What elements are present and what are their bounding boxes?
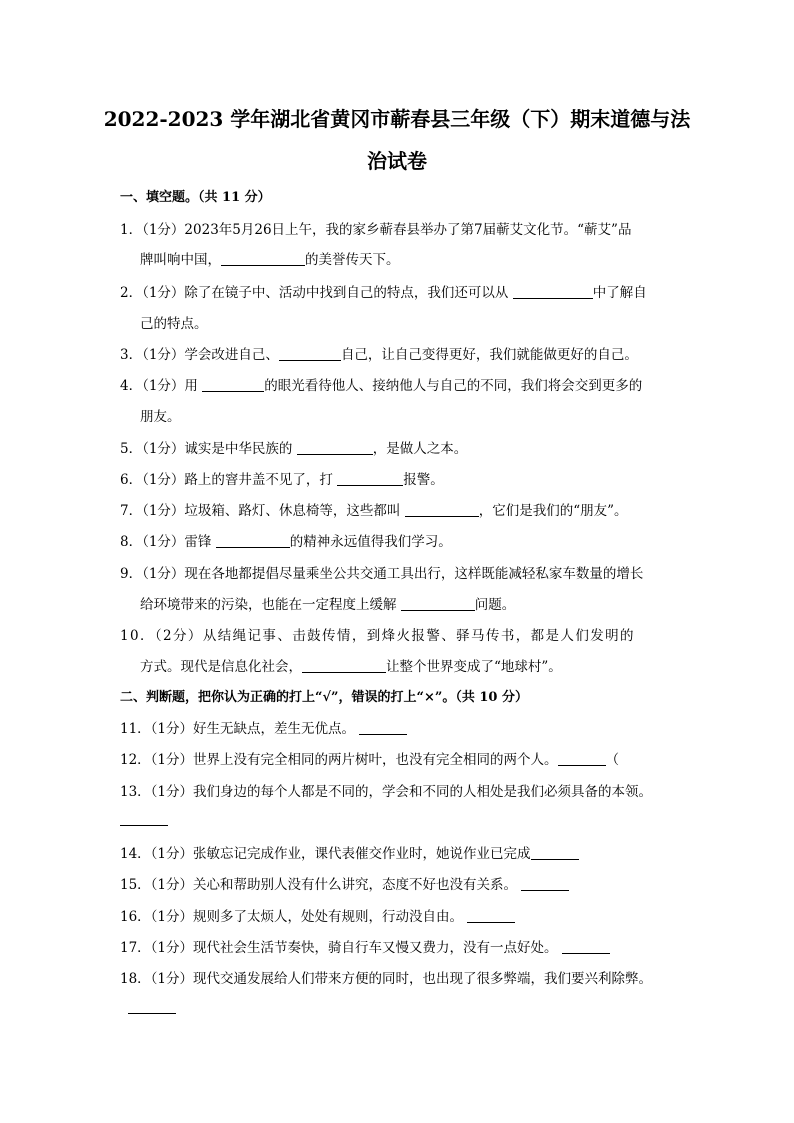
answer-blank[interactable] bbox=[302, 658, 386, 673]
question-text: 的美誉传天下。 bbox=[305, 252, 400, 268]
question-6 bbox=[120, 468, 680, 488]
question-text: 3．（1分）学会改进自己、 bbox=[120, 347, 279, 363]
answer-blank[interactable] bbox=[359, 720, 407, 735]
question-text: 4．（1分）用 bbox=[120, 378, 203, 394]
question-3 bbox=[120, 343, 680, 363]
question-text: 牌叫响中国， bbox=[140, 252, 221, 268]
question-9-line-2 bbox=[140, 593, 515, 613]
answer-blank[interactable] bbox=[513, 284, 593, 299]
question-text: 方式。现代是信息化社会， bbox=[140, 659, 302, 675]
answer-blank[interactable] bbox=[337, 471, 403, 486]
answer-blank[interactable] bbox=[216, 533, 290, 548]
question-9-line-1: 9．（1分）现在各地都提倡尽量乘坐公共交通工具出行，这样既能减轻私家车数量的增长 bbox=[120, 566, 644, 582]
question-text: 7．（1分）垃圾箱、路灯、休息椅等，这些都叫 bbox=[120, 503, 405, 519]
question-2-line-2: 己的特点。 bbox=[140, 316, 208, 332]
question-text: 给环境带来的污染，也能在一定程度上缓解 bbox=[140, 597, 401, 613]
answer-blank[interactable] bbox=[531, 845, 579, 860]
answer-blank[interactable] bbox=[467, 908, 515, 923]
section-1-heading: 一、填空题。（共 11 分） bbox=[120, 190, 271, 205]
question-10-line-2 bbox=[140, 655, 562, 675]
question-text: ，是做人之本。 bbox=[372, 441, 468, 457]
question-14 bbox=[120, 842, 680, 862]
answer-blank[interactable] bbox=[128, 1012, 176, 1014]
question-1-line-1: 1．（1分）2023年5月26日上午，我的家乡蕲春县举办了第7届蕲艾文化节。“蕲艾”品 bbox=[120, 222, 632, 238]
question-text: 8．（1分）雷锋 bbox=[120, 534, 216, 550]
question-text: 报警。 bbox=[403, 472, 444, 488]
question-text: 让整个世界变成了“地球村”。 bbox=[386, 659, 562, 675]
answer-blank[interactable] bbox=[120, 824, 168, 826]
question-4-line-1 bbox=[120, 374, 680, 394]
question-text: 的精神永远值得我们学习。 bbox=[289, 534, 452, 550]
section-2-heading: 二、判断题，把你认为正确的打上“√”，错误的打上“×”。（共 10 分） bbox=[120, 690, 528, 705]
question-text: 11．（1分）好生无缺点，差生无优点。 bbox=[120, 721, 360, 737]
answer-blank[interactable] bbox=[221, 251, 305, 266]
question-text: 的眼光看待他人、接纳他人与自己的不同，我们将会交到更多的 bbox=[264, 378, 643, 394]
question-text: 16．（1分）规则多了太烦人，处处有规则，行动没自由。 bbox=[120, 909, 468, 925]
question-15 bbox=[120, 873, 680, 893]
question-text: （ bbox=[605, 752, 620, 768]
title-line-1: 2022-2023 学年湖北省黄冈市蕲春县三年级（下）期末道德与法 bbox=[103, 107, 691, 131]
question-2-line-1 bbox=[120, 281, 680, 301]
question-text: ，它们是我们的“朋友”。 bbox=[478, 503, 628, 519]
question-17 bbox=[120, 936, 680, 956]
answer-blank[interactable] bbox=[401, 596, 475, 611]
question-text: 5．（1分）诚实是中华民族的 bbox=[120, 441, 297, 457]
question-text: 自己，让自己变得更好，我们就能做更好的自己。 bbox=[340, 347, 638, 363]
answer-blank[interactable] bbox=[405, 502, 479, 517]
question-text: 中了解自 bbox=[592, 285, 647, 301]
question-text: 12．（1分）世界上没有完全相同的两片树叶，也没有完全相同的两个人。 bbox=[120, 752, 558, 768]
question-18: 18．（1分）现代交通发展给人们带来方便的同时，也出现了很多弊端，我们要兴利除弊。 bbox=[120, 971, 653, 987]
question-10-line-1: 10．（2分）从结绳记事、击鼓传情，到烽火报警、驿马传书，都是人们发明的 bbox=[120, 628, 635, 644]
question-text: 问题。 bbox=[474, 597, 516, 613]
answer-blank[interactable] bbox=[521, 876, 569, 891]
question-16 bbox=[120, 905, 680, 925]
answer-blank[interactable] bbox=[297, 440, 373, 455]
question-11 bbox=[120, 717, 680, 737]
answer-blank[interactable] bbox=[558, 751, 606, 766]
question-5 bbox=[120, 437, 680, 457]
question-text: 2．（1分）除了在镜子中、活动中找到自己的特点，我们还可以从 bbox=[120, 285, 513, 301]
question-4-line-2: 朋友。 bbox=[140, 409, 181, 425]
question-text: 6．（1分）路上的窨井盖不见了，打 bbox=[120, 472, 338, 488]
answer-blank[interactable] bbox=[279, 346, 341, 361]
question-8 bbox=[120, 530, 680, 550]
page-title bbox=[100, 98, 694, 182]
question-7 bbox=[120, 499, 680, 519]
question-1-line-2 bbox=[140, 248, 400, 268]
question-13: 13．（1分）我们身边的每个人都是不同的，学会和不同的人相处是我们必须具备的本领。 bbox=[120, 784, 653, 800]
title-line-2: 治试卷 bbox=[367, 149, 427, 173]
question-12 bbox=[120, 748, 680, 768]
question-text: 14．（1分）张敏忘记完成作业，课代表催交作业时，她说作业已完成 bbox=[120, 846, 531, 862]
answer-blank[interactable] bbox=[202, 377, 264, 392]
answer-blank[interactable] bbox=[562, 939, 610, 954]
question-text: 17．（1分）现代社会生活节奏快，骑自行车又慢又费力，没有一点好处。 bbox=[120, 940, 562, 956]
question-text: 15．（1分）关心和帮助别人没有什么讲究，态度不好也没有关系。 bbox=[120, 877, 522, 893]
